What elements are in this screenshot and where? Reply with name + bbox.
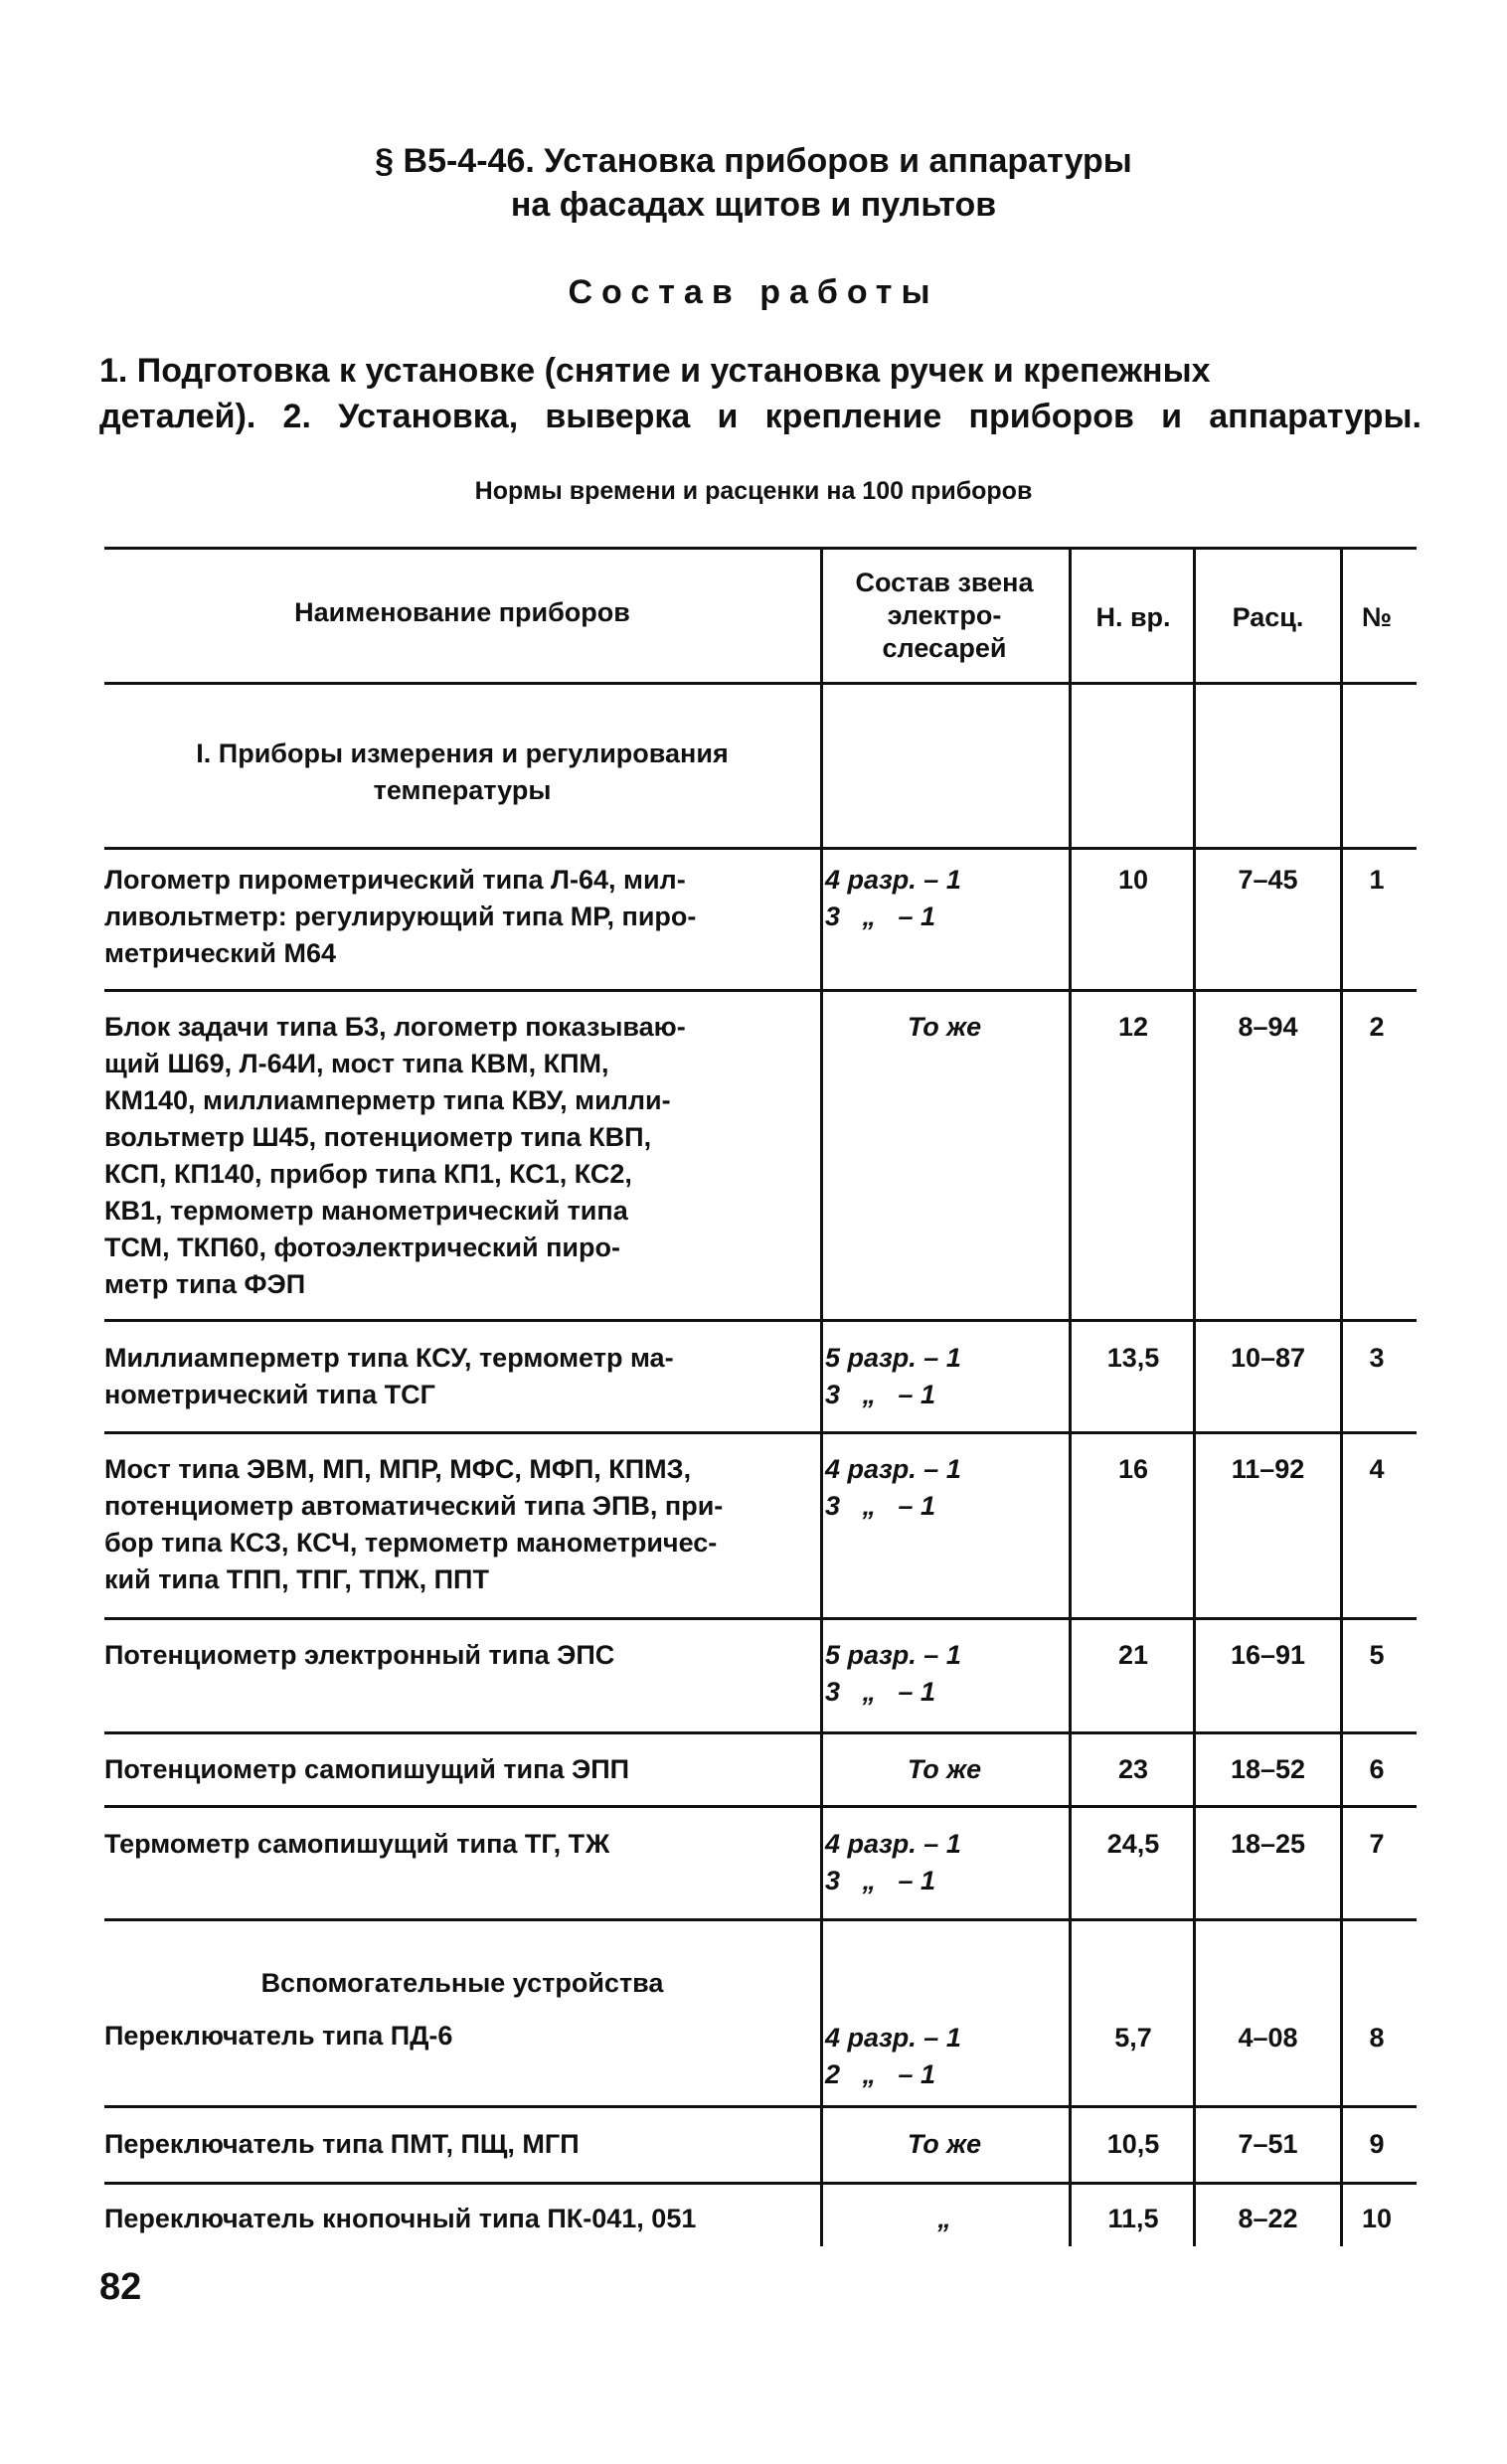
crew-line: 3 „ – 1 [825, 1491, 936, 1521]
row-divider [104, 1617, 1417, 1620]
group-heading-line: I. Приборы измерения и регулирования [196, 739, 729, 768]
crew-line: То же [907, 1754, 982, 1784]
name-line: Переключатель типа ПМТ, ПЩ, МГП [104, 2129, 580, 2159]
name-line: метр типа ФЭП [104, 1269, 306, 1299]
name-line: метрический М64 [104, 938, 337, 968]
table-row-name [104, 1751, 820, 1788]
table-row-rate: 18–25 [1230, 1829, 1306, 1859]
table-row-rate: 8–22 [1238, 2204, 1298, 2233]
table-row-crew [825, 2201, 1064, 2237]
table-top-rule [104, 547, 1417, 550]
header-number: № [1361, 602, 1393, 632]
table-row-norm: 23 [1117, 1754, 1149, 1784]
table-row-norm: 11,5 [1107, 2204, 1159, 2233]
section-title-line2: на фасадах щитов и пультов [510, 186, 997, 224]
table-row-crew [825, 862, 1064, 935]
column-divider [1069, 547, 1072, 2246]
table-row-rate: 4–08 [1238, 2023, 1298, 2053]
row-divider [104, 1918, 1417, 1921]
table-row-norm: 10,5 [1106, 2129, 1160, 2159]
table-row-number: 5 [1369, 1640, 1385, 1670]
name-line: Переключатель типа ПД-6 [104, 2021, 453, 2051]
row-divider [104, 1319, 1417, 1322]
name-line: ТСМ, ТКП60, фотоэлектрический пиро- [104, 1232, 620, 1262]
name-line: Миллиамперметр типа КСУ, термометр ма- [104, 1343, 674, 1373]
crew-line: 3 „ – 1 [825, 1866, 936, 1895]
crew-line: 4 разр. – 1 [825, 2023, 961, 2053]
table-row-number: 1 [1369, 865, 1385, 895]
section-title-line1: § В5-4-46. Установка приборов и аппаратуры [375, 142, 1132, 180]
table-row-name [104, 1637, 820, 1674]
name-line: Термометр самопишущий типа ТГ, ТЖ [104, 1829, 610, 1859]
crew-line: 5 разр. – 1 [825, 1343, 961, 1373]
table-row-crew [825, 1826, 1064, 1899]
crew-line: 4 разр. – 1 [825, 1454, 961, 1484]
table-row-name [104, 1451, 820, 1598]
table-row-number: 10 [1361, 2204, 1393, 2233]
column-divider [820, 547, 823, 2246]
row-divider [104, 2105, 1417, 2108]
table-row-norm: 12 [1117, 1012, 1149, 1042]
table-row-rate: 7–51 [1238, 2129, 1298, 2159]
table-row-rate: 10–87 [1230, 1343, 1306, 1373]
row-divider [104, 1805, 1417, 1808]
table-row-crew [825, 1340, 1064, 1413]
table-row-norm: 13,5 [1106, 1343, 1160, 1373]
table-row-rate: 16–91 [1230, 1640, 1306, 1670]
intro-line2: деталей). 2. Установка, выверка и крепление приборов и аппаратуры. [99, 398, 1422, 435]
table-row-name [104, 2018, 820, 2054]
name-line: нометрический типа ТСГ [104, 1380, 435, 1409]
name-line: ливольтметр: регулирующий типа МР, пиро- [104, 902, 697, 931]
section-subtitle: Состав работы [568, 273, 939, 311]
table-row-rate: 7–45 [1238, 865, 1298, 895]
table-row-number: 6 [1369, 1754, 1385, 1784]
header-crew-line: слесарей [882, 633, 1007, 663]
crew-line: 5 разр. – 1 [825, 1640, 961, 1670]
name-line: КМ140, миллиамперметр типа КВУ, милли- [104, 1085, 671, 1115]
row-divider [104, 989, 1417, 992]
table-caption: Нормы времени и расценки на 100 приборов [474, 477, 1033, 505]
group-heading-line: температуры [373, 775, 552, 805]
name-line: Потенциометр самопишущий типа ЭПП [104, 1754, 630, 1784]
group-heading [104, 736, 820, 809]
table-row-number: 2 [1369, 1012, 1385, 1042]
crew-line: То же [907, 1012, 982, 1042]
name-line: кий типа ТПП, ТПГ, ТПЖ, ППТ [104, 1564, 489, 1594]
crew-line: 2 „ – 1 [825, 2059, 936, 2089]
page-number: 82 [99, 2266, 142, 2308]
name-line: Логометр пирометрический типа Л-64, мил- [104, 865, 686, 895]
table-row-norm: 24,5 [1106, 1829, 1160, 1859]
table-row-number: 3 [1369, 1343, 1385, 1373]
name-line: вольтметр Ш45, потенциометр типа КВП, [104, 1122, 652, 1152]
crew-line: 4 разр. – 1 [825, 865, 961, 895]
name-line: бор типа КСЗ, КСЧ, термометр манометричес- [104, 1528, 718, 1558]
name-line: Потенциометр электронный типа ЭПС [104, 1640, 615, 1670]
row-divider [104, 2182, 1417, 2185]
table-row-number: 7 [1369, 1829, 1385, 1859]
row-divider [104, 1731, 1417, 1734]
table-row-norm: 5,7 [1114, 2023, 1152, 2053]
header-bottom-rule [104, 682, 1417, 685]
column-divider [1193, 547, 1196, 2246]
group-heading: Вспомогательные устройства [260, 1968, 664, 1998]
table-row-crew [825, 2126, 1064, 2163]
crew-line: „ [937, 2204, 951, 2233]
table-row-crew [825, 1751, 1064, 1788]
crew-line: 3 „ – 1 [825, 1380, 936, 1409]
table-row-name [104, 2126, 820, 2163]
table-row-name [104, 1826, 820, 1863]
table-row-number: 9 [1369, 2129, 1385, 2159]
table-row-norm: 21 [1117, 1640, 1149, 1670]
name-line: Переключатель кнопочный типа ПК-041, 051 [104, 2204, 697, 2233]
table-row-number: 8 [1369, 2023, 1385, 2053]
crew-line: 4 разр. – 1 [825, 1829, 961, 1859]
header-norm: Н. вр. [1095, 602, 1171, 632]
table-row-name [104, 862, 820, 972]
name-line: КВ1, термометр манометрический типа [104, 1196, 628, 1226]
header-crew [825, 567, 1064, 665]
header-crew-line: Состав звена [855, 568, 1034, 597]
table-row-norm: 16 [1117, 1454, 1149, 1484]
table-row-rate: 8–94 [1238, 1012, 1298, 1042]
table-row-crew [825, 1637, 1064, 1711]
table-row-name [104, 2201, 820, 2237]
header-rate: Расц. [1232, 602, 1304, 632]
name-line: КСП, КП140, прибор типа КП1, КС1, КС2, [104, 1159, 632, 1189]
table-row-rate: 11–92 [1231, 1454, 1305, 1484]
header-crew-line: электро- [887, 600, 1002, 630]
row-divider [104, 1431, 1417, 1434]
crew-line: 3 „ – 1 [825, 1677, 936, 1707]
table-row-crew [825, 1451, 1064, 1525]
table-row-crew [825, 1009, 1064, 1046]
table-row-rate: 18–52 [1230, 1754, 1306, 1784]
name-line: потенциометр автоматический типа ЭПВ, при- [104, 1491, 724, 1521]
header-name: Наименование приборов [294, 597, 630, 627]
crew-line: 3 „ – 1 [825, 902, 936, 931]
row-divider [104, 847, 1417, 850]
name-line: Мост типа ЭВМ, МП, МПР, МФС, МФП, КПМЗ, [104, 1454, 692, 1484]
table-row-name [104, 1009, 820, 1303]
name-line: Блок задачи типа Б3, логометр показываю- [104, 1012, 686, 1042]
table-row-name [104, 1340, 820, 1413]
intro-line1: 1. Подготовка к установке (снятие и установка ручек и крепежных [99, 352, 1211, 390]
table-row-crew [825, 2020, 1064, 2093]
name-line: щий Ш69, Л-64И, мост типа КВМ, КПМ, [104, 1049, 609, 1078]
crew-line: То же [907, 2129, 982, 2159]
column-divider [1340, 547, 1343, 2246]
table-row-norm: 10 [1117, 865, 1149, 895]
table-row-number: 4 [1369, 1454, 1385, 1484]
